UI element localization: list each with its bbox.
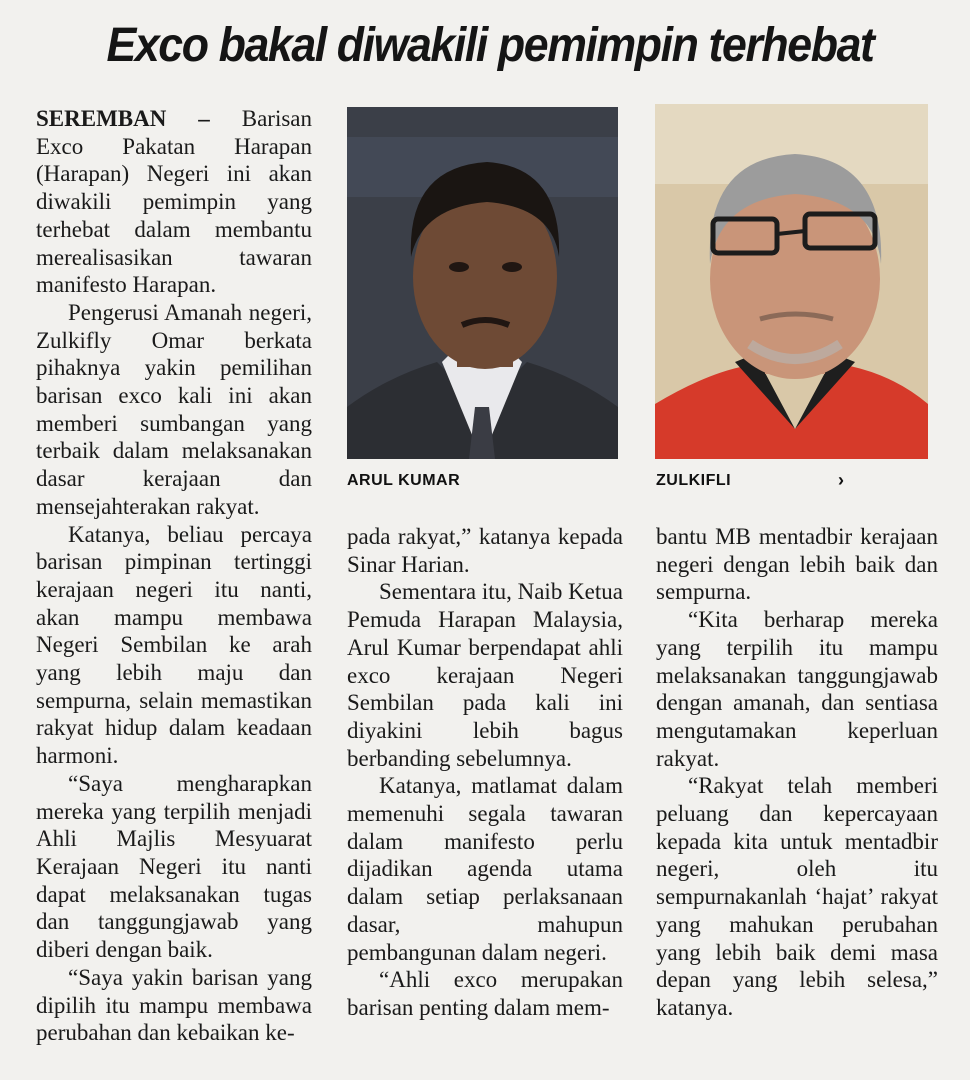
paragraph: “Ahli exco merupakan barisan penting dalam mem- — [347, 967, 623, 1020]
paragraph: bantu MB mentadbir kerajaan negeri dengan lebih baik dan sempurna. — [656, 524, 938, 605]
article-column-2 — [347, 523, 623, 1022]
paragraph: “Saya yakin barisan yang dipilih itu mampu membawa perubahan dan kebaikan ke- — [36, 964, 312, 1046]
paragraph: Sementara itu, Naib Ketua Pemuda Harapan Malaysia, Arul Kumar berpendapat ahli exco kerajaan Negeri Sembilan pada kali ini diyakini lebih bagus berbanding sebelumnya. — [347, 579, 623, 771]
photo-zulkifli — [655, 104, 928, 459]
photo-caption-arul-kumar: ARUL KUMAR — [347, 472, 461, 489]
photo-caption-zulkifli: ZULKIFLI — [656, 472, 732, 489]
paragraph — [36, 105, 312, 299]
caption-mark: › — [838, 470, 844, 490]
paragraph: “Rakyat telah memberi peluang dan kepercayaan kepada kita untuk mentadbir negeri, oleh itu sempurnakanlah ‘hajat’ rakyat yang mahukan perubahan yang lebih baik demi masa depan yang lebih selesa,” katanya. — [656, 773, 938, 1020]
paragraph-text: Barisan Exco Pakatan Harapan (Harapan) Negeri ini akan diwakili pemimpin yang terhebat dalam membantu merealisasikan tawaran manifesto Harapan. — [36, 106, 312, 298]
paragraph: “Kita berharap mereka yang terpilih itu mampu melaksanakan tanggungjawab dengan amanah, dan sentiasa mengutamakan keperluan rakyat. — [656, 607, 938, 771]
article-column-1 — [36, 105, 312, 1047]
headline: Exco bakal diwakili pemimpin terhebat — [106, 19, 874, 72]
article-column-3 — [656, 523, 938, 1022]
paragraph: Pengerusi Amanah negeri, Zulkifly Omar berkata pihaknya yakin pemilihan barisan exco kali ini akan memberi sumbangan yang terbaik dalam melaksanakan dasar kerajaan dan mensejahterakan rakyat. — [36, 299, 312, 519]
photo-arul-kumar — [347, 107, 618, 459]
paragraph: Katanya, matlamat dalam memenuhi segala tawaran dalam manifesto perlu dijadikan agenda utama dalam setiap perlaksanaan dasar, mahupun pembangunan dalam negeri. — [347, 773, 623, 965]
portrait-zulkifli — [655, 104, 928, 459]
portrait-arul-kumar — [347, 107, 618, 459]
dateline: SEREMBAN – — [36, 106, 242, 131]
paragraph: “Saya mengharapkan mereka yang terpilih menjadi Ahli Majlis Mesyuarat Kerajaan Negeri itu nanti dapat melaksanakan tugas dan tanggungjawab yang diberi dengan baik. — [36, 770, 312, 963]
paragraph: Katanya, beliau percaya barisan pimpinan tertinggi kerajaan negeri itu nanti, akan mampu membawa Negeri Sembilan ke arah yang lebih maju dan sempurna, selain memastikan rakyat hidup dalam keadaan harmoni. — [36, 521, 312, 769]
paragraph: pada rakyat,” katanya kepada Sinar Harian. — [347, 524, 623, 577]
